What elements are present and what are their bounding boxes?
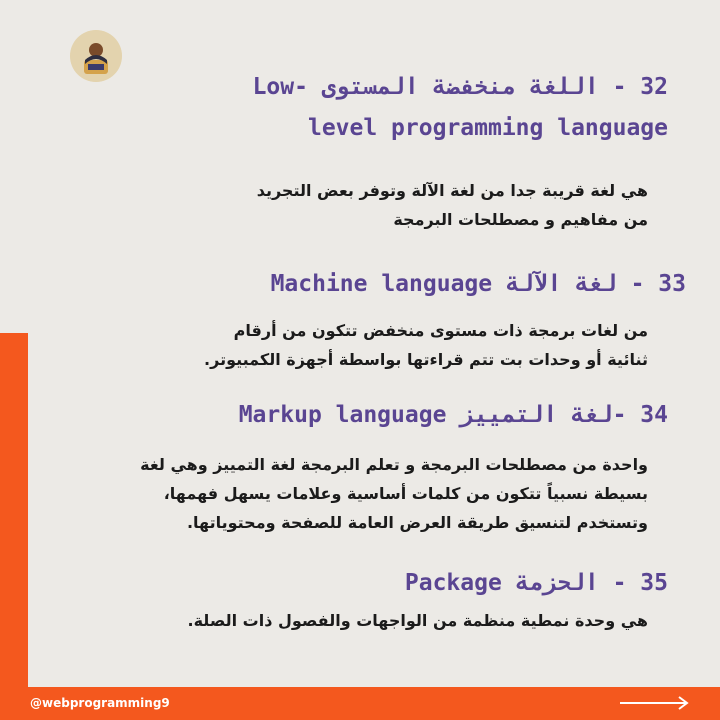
entry-33-body-line-1: من لغات برمجة ذات مستوى منخفض تتكون من أرقام [233, 321, 648, 340]
entry-35-body-line-1: هي وحدة نمطية منظمة من الواجهات والفصول ذات الصلة. [187, 611, 648, 630]
entry-32-body-line-1: هي لغة قريبة جدا من لغة الآلة وتوفر بعض التجريد [256, 181, 648, 200]
entry-33-title-text: 33 - لغة الآلة Machine language [270, 271, 686, 297]
entry-33-body-line-2: ثنائية أو وحدات بت تتم قراءتها بواسطة أجهزة الكمبيوتر. [204, 350, 648, 369]
entry-32-title-line-2: level programming language [307, 115, 668, 141]
entry-34-body-line-3: وتستخدم لتنسيق طريقة العرض العامة للصفحة ومحتوياتها. [186, 513, 648, 532]
entry-35-title-text: 35 - الحزمة Package [404, 570, 668, 596]
entry-34-body-line-2: بسيطة نسبياً تتكون من كلمات أساسية وعلامات يسهل فهمها، [163, 484, 648, 503]
footer-bar [0, 687, 720, 720]
entry-34-body-line-1: واحدة من مصطلحات البرمجة و تعلم البرمجة لغة التمييز وهي لغة [140, 455, 648, 474]
entry-32-title-line-1: 32 - اللغة منخفضة المستوى -Low [252, 74, 668, 100]
entry-32-body-line-2: من مفاهيم و مصطلحات البرمجة [393, 210, 648, 229]
entry-32-body [257, 176, 648, 234]
social-handle[interactable]: @webprogramming9 [30, 696, 170, 710]
entry-34-title [239, 396, 668, 434]
entry-35-title [405, 564, 668, 602]
entry-34-body [140, 450, 648, 537]
entry-34-title-text: 34 -لغة التمييز Markup language [238, 402, 668, 428]
entry-33-body [204, 316, 648, 374]
arrow-right-icon[interactable] [618, 695, 692, 711]
entry-35-body [188, 606, 648, 635]
entry-33-title [271, 265, 686, 303]
entry-32-title [253, 68, 668, 147]
